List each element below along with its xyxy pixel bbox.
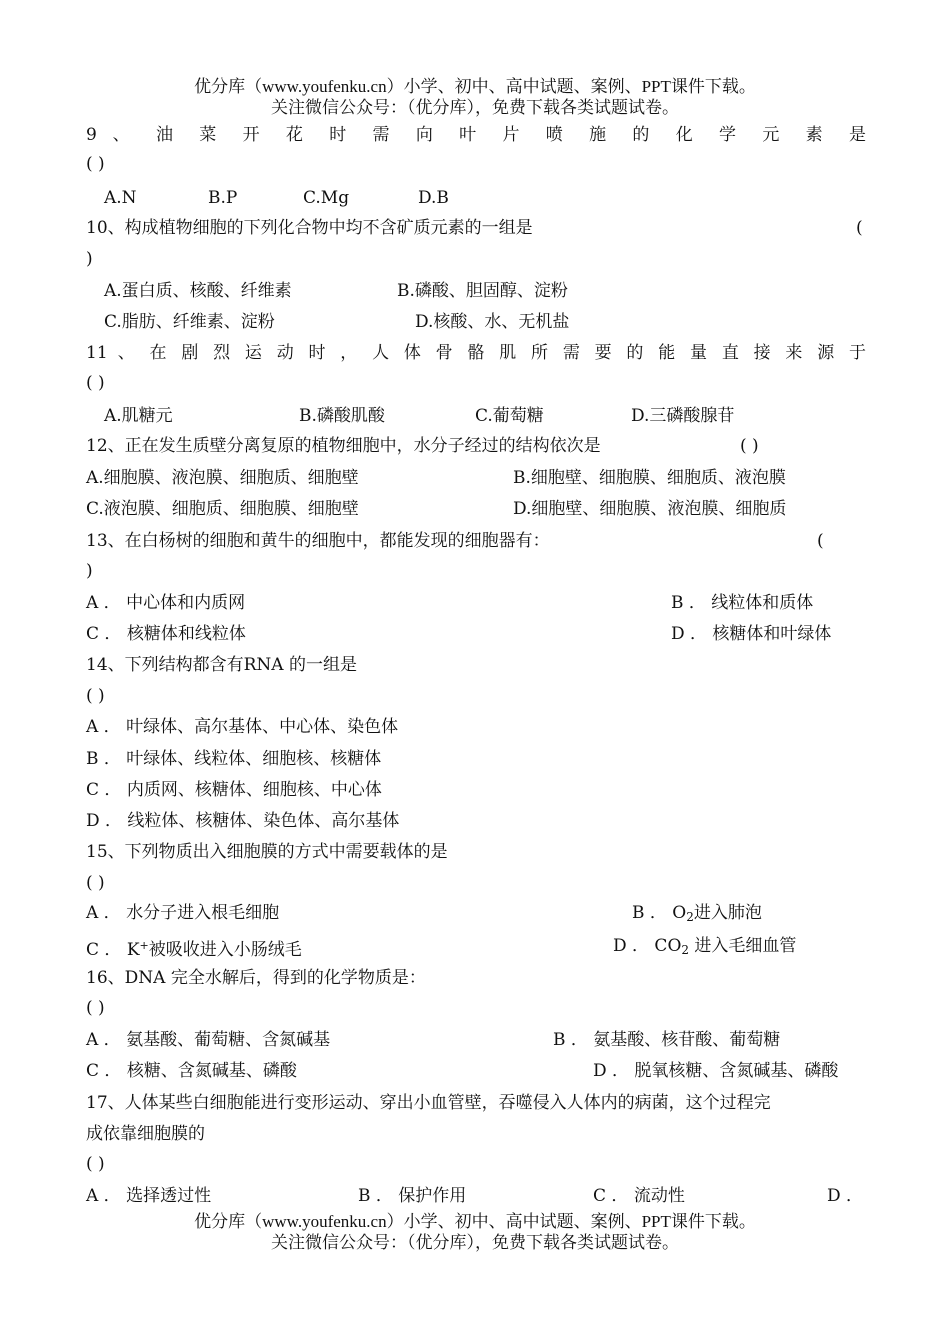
q11-paren: ( ) (86, 373, 105, 393)
q14-option-a: A ． 叶绿体、高尔基体、中心体、染色体 (86, 717, 399, 737)
q10-stem: 10、构成植物细胞的下列化合物中均不含矿质元素的一组是 (86, 218, 533, 238)
q13-paren-close: ) (86, 561, 93, 581)
q17-option-b: B ． 保护作用 (358, 1186, 467, 1206)
q17-option-d: D ． (827, 1186, 864, 1206)
q12-option-c: C.液泡膜、细胞质、细胞膜、细胞壁 (86, 499, 359, 519)
q15-option-a: A ． 水分子进入根毛细胞 (86, 903, 280, 923)
q10-paren-close: ) (86, 249, 93, 269)
q10-option-c: C.脂肪、纤维素、淀粉 (104, 312, 275, 332)
q15-option-d: D ． $CO_2$ 进入毛细血管 (613, 936, 797, 957)
q9-option-d: D.B (418, 188, 449, 208)
q9-option-c: C.Mg (303, 188, 350, 208)
q10-paren-open: ( (856, 218, 863, 238)
q15-option-b: B ． $O_2$进入肺泡 (632, 903, 762, 924)
q12-paren: ( ) (740, 436, 759, 456)
q13-option-b: B ． 线粒体和质体 (671, 593, 814, 613)
q13-option-a: A ． 中心体和内质网 (86, 593, 246, 613)
q12-option-b: B.细胞壁、细胞膜、细胞质、液泡膜 (513, 468, 786, 488)
q17-option-a: A ． 选择透过性 (86, 1186, 212, 1206)
q13-stem: 13、在白杨树的细胞和黄牛的细胞中，都能发现的细胞器有： (86, 531, 550, 551)
q9-option-a: A.N (104, 188, 137, 208)
q16-option-a: A ． 氨基酸、葡萄糖、含氮碱基 (86, 1030, 331, 1050)
q16-option-c: C ． 核糖、含氮碱基、磷酸 (86, 1061, 297, 1081)
footer-line-2: 关注微信公众号：（优分库），免费下载各类试题试卷。 (271, 1233, 679, 1252)
q17-paren: ( ) (86, 1154, 105, 1174)
q14-option-c: C ． 内质网、核糖体、细胞核、中心体 (86, 780, 382, 800)
q11-option-d: D.三磷酸腺苷 (631, 406, 735, 426)
q14-paren: ( ) (86, 686, 105, 706)
q11-option-c: C.葡萄糖 (475, 406, 544, 426)
q15-option-c: C ． K+被吸收进入小肠绒毛 (86, 939, 302, 960)
q16-paren: ( ) (86, 998, 105, 1018)
q12-option-a: A.细胞膜、液泡膜、细胞质、细胞壁 (86, 468, 359, 488)
q13-option-d: D ． 核糖体和叶绿体 (671, 624, 832, 644)
q11-option-a: A.肌糖元 (104, 406, 173, 426)
q11-option-b: B.磷酸肌酸 (299, 406, 385, 426)
q9-option-b: B.P (208, 188, 238, 208)
q13-paren-open: ( (817, 531, 824, 551)
q13-option-c: C ． 核糖体和线粒体 (86, 624, 246, 644)
q16-option-b: B ． 氨基酸、核苷酸、葡萄糖 (553, 1030, 781, 1050)
q9-paren: ( ) (86, 154, 105, 174)
q10-option-a: A.蛋白质、核酸、纤维素 (104, 281, 292, 301)
q17-option-c: C ． 流动性 (593, 1186, 685, 1206)
q14-stem: 14、下列结构都含有RNA 的一组是 (86, 655, 357, 675)
q17-stem-line-2: 成依靠细胞膜的 (86, 1124, 205, 1144)
header-line-2: 关注微信公众号：（优分库），免费下载各类试题试卷。 (271, 98, 679, 117)
q12-stem: 12、正在发生质壁分离复原的植物细胞中，水分子经过的结构依次是 (86, 436, 601, 456)
footer-line-1: 优分库（www.youfenku.cn）小学、初中、高中试题、案例、PPT课件下载。 (194, 1212, 756, 1231)
q12-option-d: D.细胞壁、细胞膜、液泡膜、细胞质 (513, 499, 787, 519)
q10-option-d: D.核酸、水、无机盐 (415, 312, 570, 332)
q15-stem: 15、下列物质出入细胞膜的方式中需要载体的是 (86, 842, 448, 862)
q14-option-b: B ． 叶绿体、线粒体、细胞核、核糖体 (86, 749, 382, 769)
q15-paren: ( ) (86, 873, 105, 893)
q14-option-d: D ． 线粒体、核糖体、染色体、高尔基体 (86, 811, 400, 831)
q16-option-d: D ． 脱氧核糖、含氮碱基、磷酸 (593, 1061, 839, 1081)
q10-option-b: B.磷酸、胆固醇、淀粉 (397, 281, 568, 301)
q9-stem: 9 、 油 菜 开 花 时 需 向 叶 片 喷 施 的 化 学 元 素 是 (86, 125, 866, 145)
header-line-1: 优分库（www.youfenku.cn）小学、初中、高中试题、案例、PPT课件下载。 (194, 77, 756, 96)
q11-stem: 11 、 在 剧 烈 运 动 时 ， 人 体 骨 骼 肌 所 需 要 的 能 量 直 接 来 源 于 (86, 343, 866, 363)
q16-stem: 16、DNA 完全水解后，得到的化学物质是： (86, 968, 426, 988)
q17-stem-line-1: 17、人体某些白细胞能进行变形运动、穿出小血管壁，吞噬侵入人体内的病菌，这个过程完 (86, 1093, 771, 1113)
